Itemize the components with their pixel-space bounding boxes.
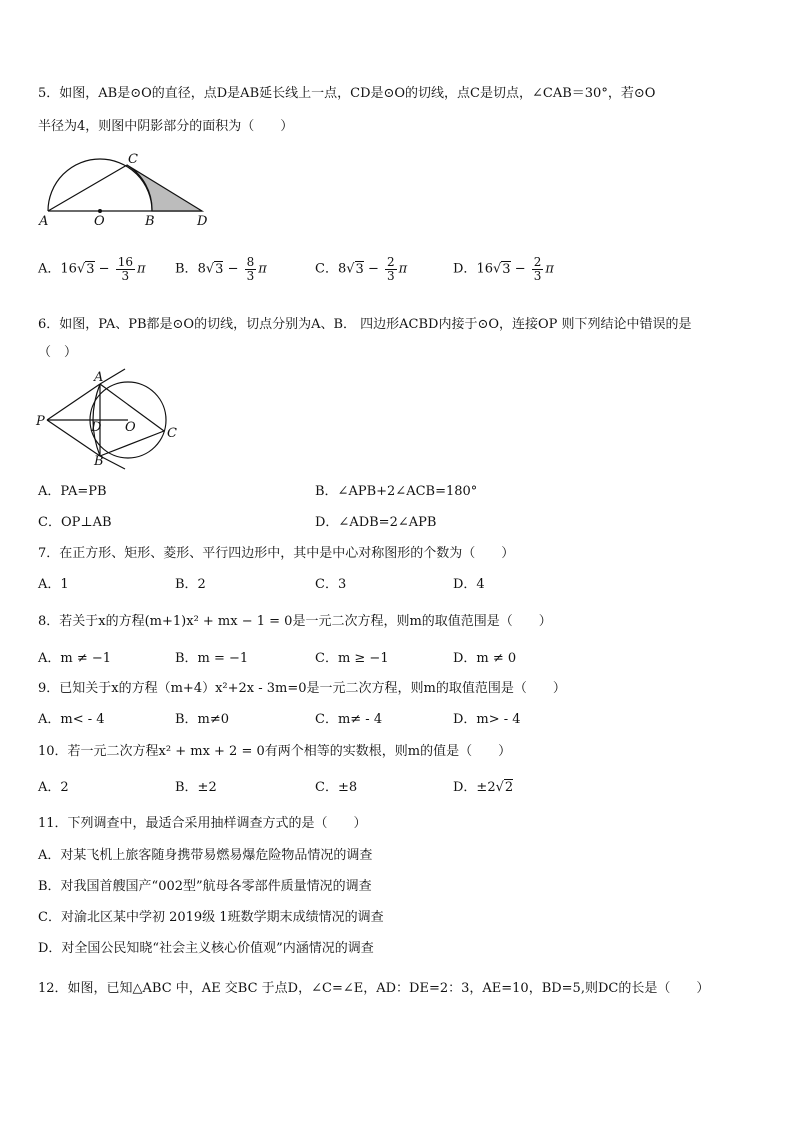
q5-option-d-op: − [514, 261, 526, 277]
q9-option-d: D．m> - 4 [453, 712, 521, 727]
q6-option-a: A．PA=PB [38, 484, 107, 499]
q5-option-a-fraction [116, 256, 135, 282]
q5-option-c-den: 3 [387, 268, 395, 283]
q6-label-c: C [167, 426, 177, 441]
q5-option-a: A．16√3 − $\frac{16}{3}$ π [38, 255, 146, 283]
q8-option-d: D．m ≠ 0 [453, 651, 517, 666]
q5-chord-ac [48, 165, 127, 211]
q5-option-b-label: B． [175, 261, 198, 277]
q5-label-o: O [94, 214, 105, 229]
q6-label-a: A [94, 370, 104, 385]
q5-option-b-pi: π [258, 261, 267, 277]
q5-figure [30, 150, 220, 232]
q5-option-b-num: 8 [246, 255, 255, 269]
q5-option-a-label: A． [38, 261, 61, 277]
q11-option-d: D．对全国公民知晓“社会主义核心价值观”内涵情况的调查 [38, 941, 374, 956]
q10-option-b: B．±2 [175, 780, 217, 795]
q5-option-a-pi: π [136, 261, 146, 277]
q5-option-c-fraction [385, 256, 397, 282]
q6-option-c: C．OP⊥AB [38, 515, 112, 530]
q5-option-c: C．8√3 − $\frac{2}{3}$ π [315, 255, 408, 283]
q5-option-d-label: D． [453, 261, 477, 277]
q6-label-p: P [36, 414, 45, 429]
q5-option-c-pi: π [398, 261, 408, 277]
q5-label-b: B [145, 214, 155, 229]
q6-tangent-ext-a [100, 369, 125, 384]
q7-option-c: C．3 [315, 577, 347, 592]
q5-center-point [98, 209, 102, 213]
q6-label-o: O [125, 420, 136, 435]
q11-option-b: B．对我国首艘国产“002型”航母各零部件质量情况的调查 [38, 879, 372, 894]
q5-option-a-rad: 3 [86, 261, 95, 277]
q5-option-b-op: − [227, 261, 239, 277]
q6-label-d: D [91, 420, 102, 435]
q5-label-d: D [197, 214, 208, 229]
q5-option-a-op: − [98, 261, 110, 277]
q6-tangent-pa [47, 384, 100, 420]
q5-option-d: D．16√3 − $\frac{2}{3}$ π [453, 255, 554, 283]
q6-option-b: B．∠APB+2∠ACB=180° [315, 484, 478, 499]
q10-option-d: D．±2√2 [453, 780, 514, 795]
q8-stem: 8．若关于x的方程(m+1)x² + mx − 1 = 0是一元二次方程，则m的取值范围是（ ） [38, 614, 552, 629]
q5-option-d-num: 2 [533, 255, 542, 269]
q5-label-c: C [128, 152, 138, 167]
q9-option-c: C．m≠ - 4 [315, 712, 383, 727]
q5-option-b-rad: 3 [215, 261, 224, 277]
q8-option-b: B．m = −1 [175, 651, 249, 666]
q7-stem: 7．在正方形、矩形、菱形、平行四边形中，其中是中心对称图形的个数为（ ） [38, 546, 515, 561]
q5-shaded-region [127, 165, 202, 211]
q6-figure [30, 365, 190, 470]
q5-option-d-pi: π [545, 261, 554, 277]
q5-option-c-label: C． [315, 261, 338, 277]
q9-option-a: A．m< - 4 [38, 712, 105, 727]
q5-option-a-den: 3 [121, 268, 130, 283]
q5-option-b-fraction [245, 256, 257, 282]
q5-option-a-coef: 16 [60, 261, 77, 277]
q5-stem-line1: 5．如图，AB是⊙O的直径，点D是AB延长线上一点，CD是⊙O的切线，点C是切点，∠CAB＝30°，若⊙O [38, 86, 656, 101]
q5-option-d-rad: 3 [502, 261, 511, 277]
q9-stem: 9．已知关于x的方程（m+4）x²+2x - 3m=0是一元二次方程，则m的取值范围是（ ） [38, 681, 566, 696]
q5-option-b: B．8√3 − $\frac{8}{3}$ π [175, 255, 267, 283]
q5-option-d-coef: 16 [476, 261, 493, 277]
q5-stem-line2: 半径为4，则图中阴影部分的面积为（ ） [38, 119, 294, 134]
q11-stem: 11．下列调查中，最适合采用抽样调查方式的是（ ） [38, 816, 367, 831]
q5-option-c-op: − [367, 261, 379, 277]
q5-option-d-fraction [532, 256, 544, 282]
q5-option-c-coef: 8 [337, 261, 347, 277]
q10-option-d-rad: 2 [504, 780, 514, 795]
q6-option-d: D．∠ADB=2∠APB [315, 515, 437, 530]
q6-stem-line1: 6．如图，PA、PB都是⊙O的切线，切点分别为A、B． 四边形ACBD内接于⊙O，连接OP 则下列结论中错误的是 [38, 317, 692, 332]
q9-option-b: B．m≠0 [175, 712, 230, 727]
q7-option-b: B．2 [175, 577, 206, 592]
q10-option-c: C．±8 [315, 780, 358, 795]
q8-option-c: C．m ≥ −1 [315, 651, 389, 666]
q11-option-a: A．对某飞机上旅客随身携带易燃易爆危险物品情况的调查 [38, 848, 373, 863]
q5-option-d-den: 3 [533, 268, 542, 283]
q7-option-d: D．4 [453, 577, 485, 592]
q6-stem-line2: （ ） [38, 345, 78, 360]
q5-option-b-coef: 8 [197, 261, 206, 277]
q8-option-a: A．m ≠ −1 [38, 651, 112, 666]
q12-stem: 12．如图，已知△ABC 中，AE 交BC 于点D，∠C=∠E，AD：DE=2：3，AE=10，BD=5,则DC的长是（ ） [38, 981, 710, 996]
q6-label-b: B [94, 454, 104, 469]
q10-stem: 10．若一元二次方程x² + mx + 2 = 0有两个相等的实数根，则m的值是（ ） [38, 744, 512, 759]
q10-option-a: A．2 [38, 780, 69, 795]
q7-option-a: A．1 [38, 577, 69, 592]
q5-option-b-den: 3 [246, 268, 255, 283]
q5-option-c-num: 2 [387, 255, 395, 269]
q10-option-d-label: D．±2 [453, 780, 496, 795]
q5-label-a: A [39, 214, 49, 229]
q5-option-a-num: 16 [117, 255, 133, 269]
q5-option-c-rad: 3 [355, 261, 364, 277]
q11-option-c: C．对渝北区某中学初 2019级 1班数学期末成绩情况的调查 [38, 910, 384, 925]
